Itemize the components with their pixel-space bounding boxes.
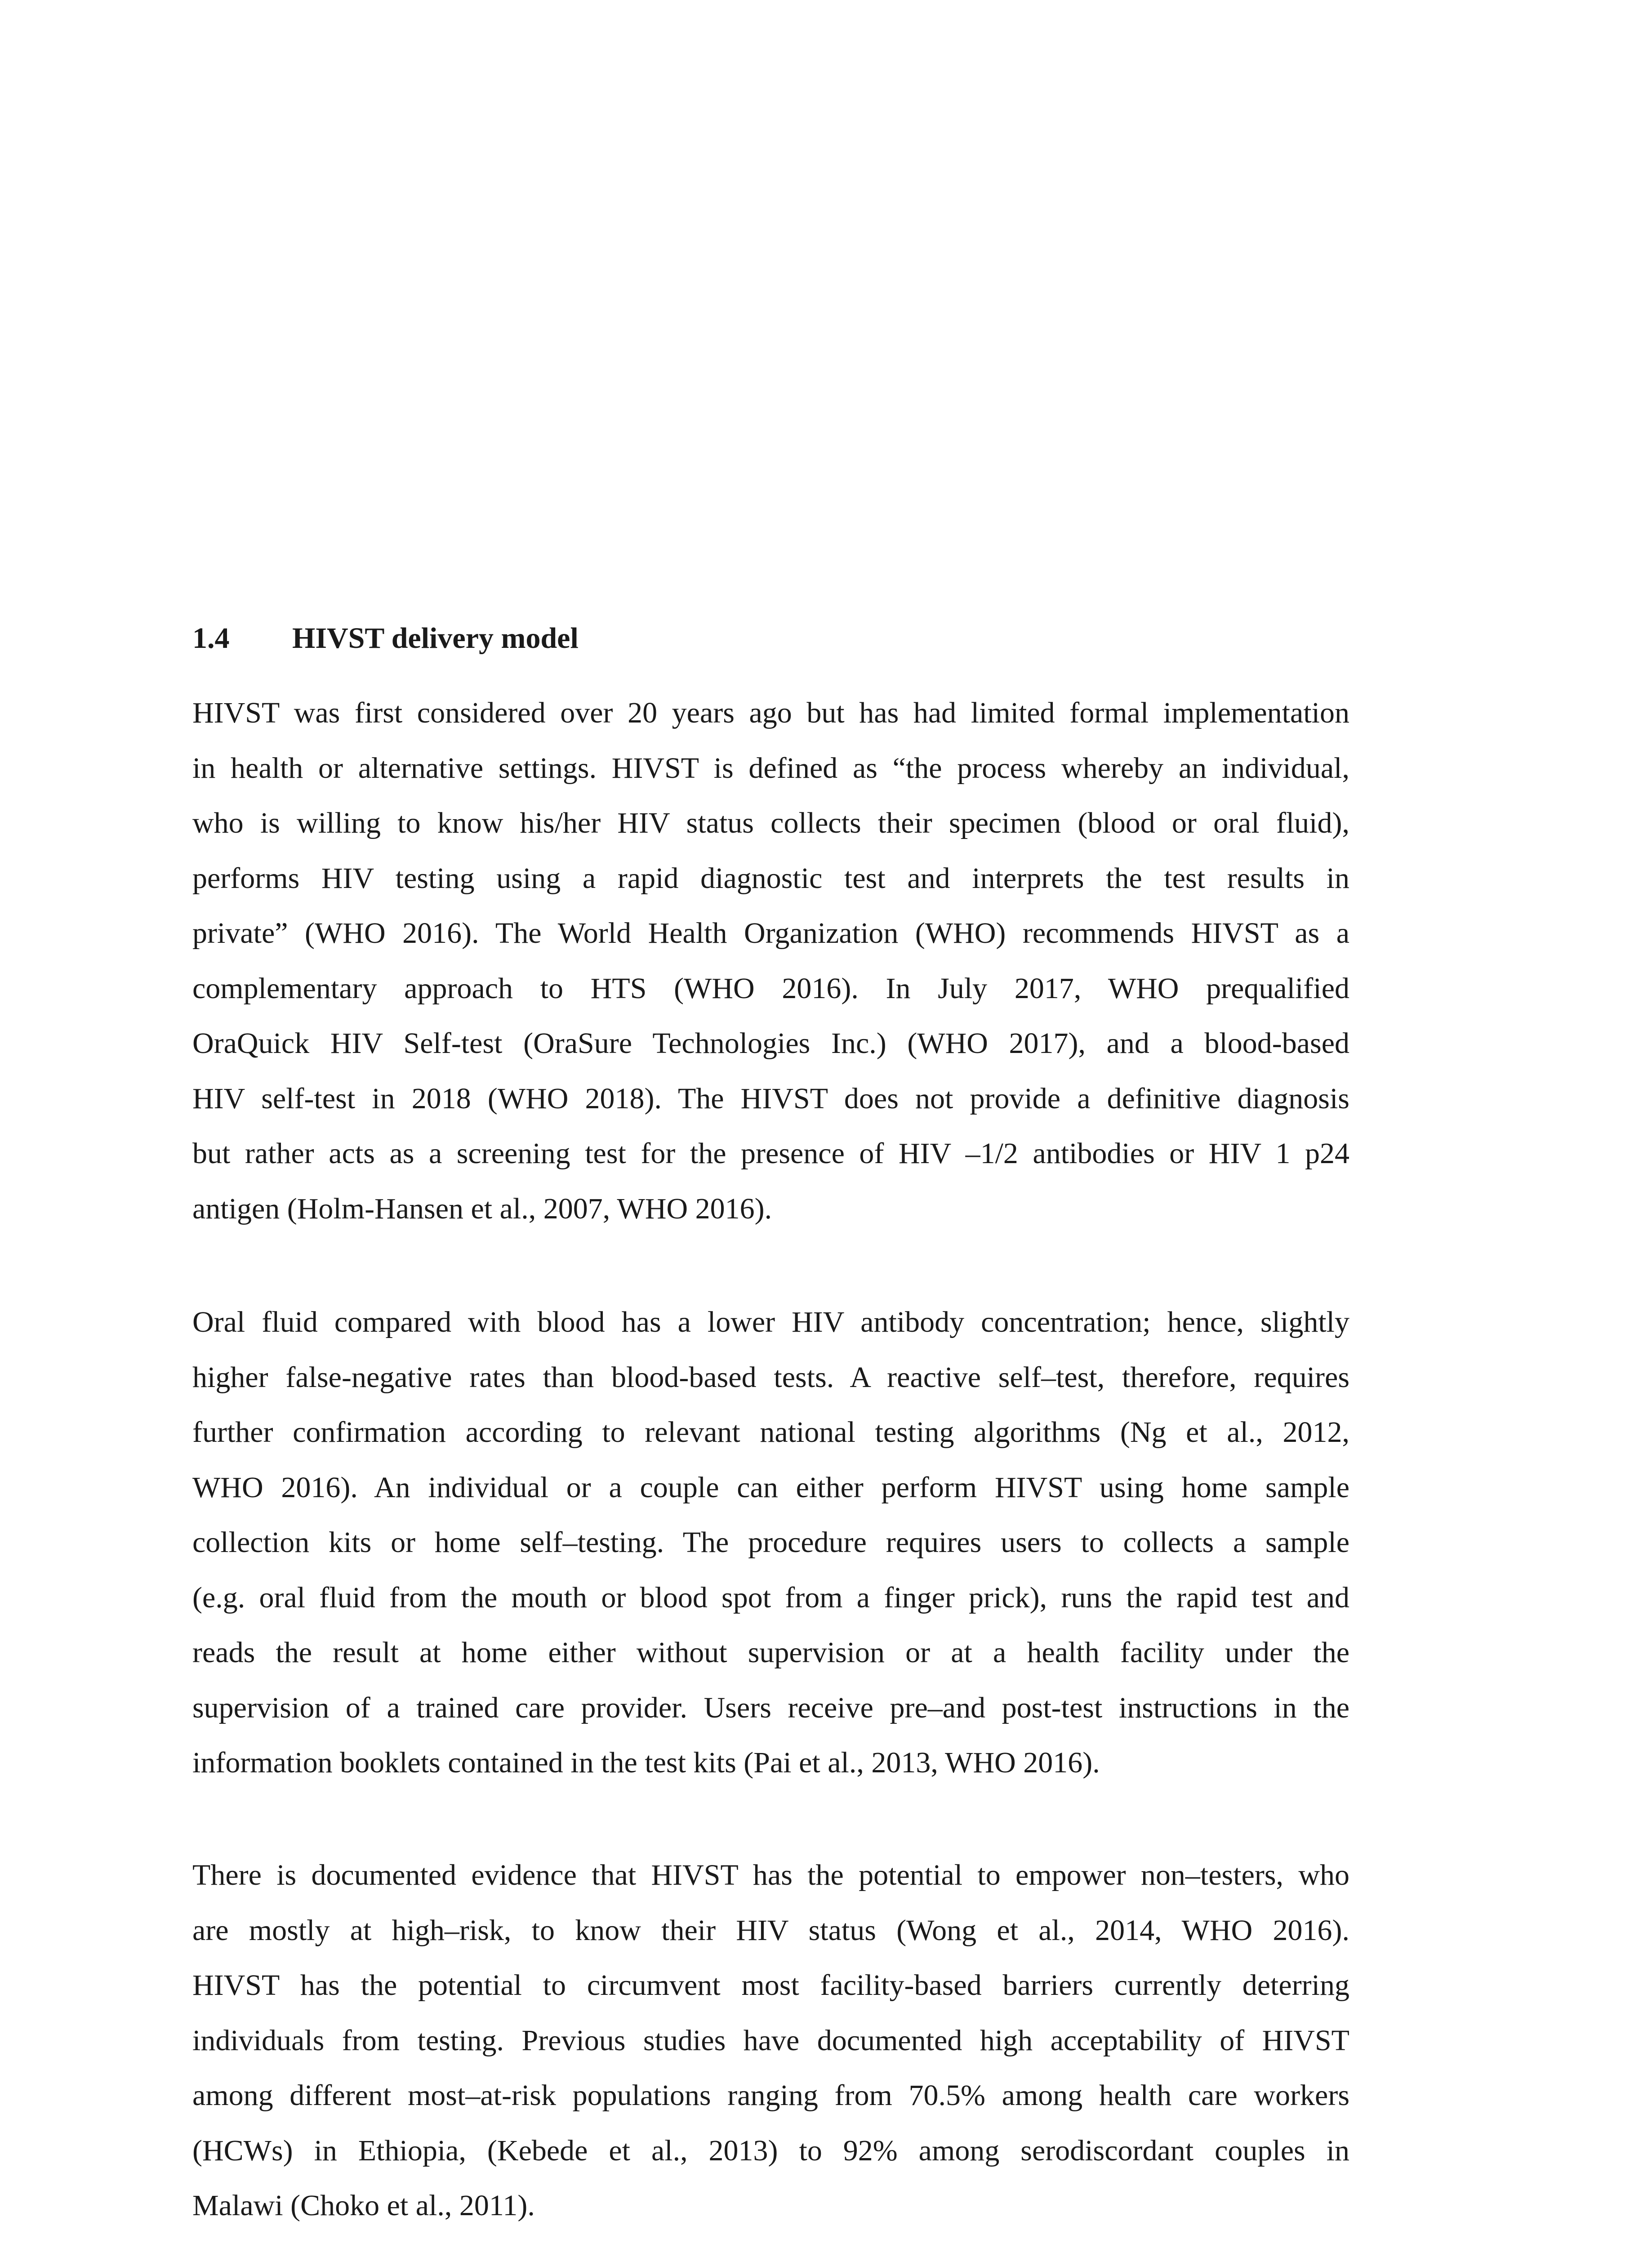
- text-line: among different most–at-risk populations ranging from 70.5% among health care workers: [192, 2079, 1349, 2112]
- section-number: 1.4: [192, 622, 230, 655]
- text-line: are mostly at high–risk, to know their HIV status (Wong et al., 2014, WHO 2016).: [192, 1913, 1349, 1947]
- text-line: WHO 2016). An individual or a couple can either perform HIVST using home sample: [192, 1471, 1349, 1504]
- text-line: supervision of a trained care provider. Users receive pre–and post-test instructions in the: [192, 1691, 1349, 1724]
- paragraph-oral-fluid: [192, 1295, 1349, 1791]
- text-line: antigen (Holm-Hansen et al., 2007, WHO 2016).: [192, 1192, 772, 1225]
- text-line: but rather acts as a screening test for the presence of HIV –1/2 antibodies or HIV 1 p24: [192, 1137, 1349, 1170]
- text-line: collection kits or home self–testing. The procedure requires users to collects a sample: [192, 1526, 1349, 1559]
- text-line: HIV self-test in 2018 (WHO 2018). The HIVST does not provide a definitive diagnosis: [192, 1082, 1349, 1115]
- text-line: information booklets contained in the test kits (Pai et al., 2013, WHO 2016).: [192, 1746, 1100, 1779]
- text-line: reads the result at home either without supervision or at a health facility under the: [192, 1636, 1349, 1669]
- section-heading: [192, 620, 579, 656]
- text-line: in health or alternative settings. HIVST is defined as “the process whereby an individual,: [192, 751, 1349, 785]
- text-line: private” (WHO 2016). The World Health Organization (WHO) recommends HIVST as a: [192, 917, 1349, 950]
- text-line: who is willing to know his/her HIV status collects their specimen (blood or oral fluid),: [192, 807, 1349, 839]
- text-line: performs HIV testing using a rapid diagnostic test and interprets the test results in: [192, 861, 1349, 895]
- text-line: There is documented evidence that HIVST has the potential to empower non–testers, who: [192, 1859, 1349, 1891]
- paragraph-hivst-definition: [192, 686, 1349, 1236]
- text-line: higher false-negative rates than blood-based tests. A reactive self–test, therefore, requires: [192, 1360, 1349, 1394]
- paragraph-evidence: [192, 1848, 1349, 2234]
- section-title: HIVST delivery model: [292, 622, 579, 655]
- text-line: OraQuick HIV Self-test (OraSure Technologies Inc.) (WHO 2017), and a blood-based: [192, 1027, 1349, 1060]
- text-line: complementary approach to HTS (WHO 2016). In July 2017, WHO prequalified: [192, 972, 1349, 1005]
- text-line: individuals from testing. Previous studies have documented high acceptability of HIVST: [192, 2024, 1349, 2057]
- text-line: Oral fluid compared with blood has a lower HIV antibody concentration; hence, slightly: [192, 1306, 1349, 1338]
- text-line: HIVST has the potential to circumvent most facility-based barriers currently deterring: [192, 1969, 1349, 2002]
- text-line: (e.g. oral fluid from the mouth or blood spot from a finger prick), runs the rapid test and: [192, 1581, 1349, 1614]
- text-line: further confirmation according to relevant national testing algorithms (Ng et al., 2012,: [192, 1416, 1349, 1449]
- text-line: HIVST was first considered over 20 years ago but has had limited formal implementation: [192, 696, 1349, 729]
- text-line: Malawi (Choko et al., 2011).: [192, 2189, 535, 2222]
- text-line: (HCWs) in Ethiopia, (Kebede et al., 2013) to 92% among serodiscordant couples in: [192, 2134, 1349, 2167]
